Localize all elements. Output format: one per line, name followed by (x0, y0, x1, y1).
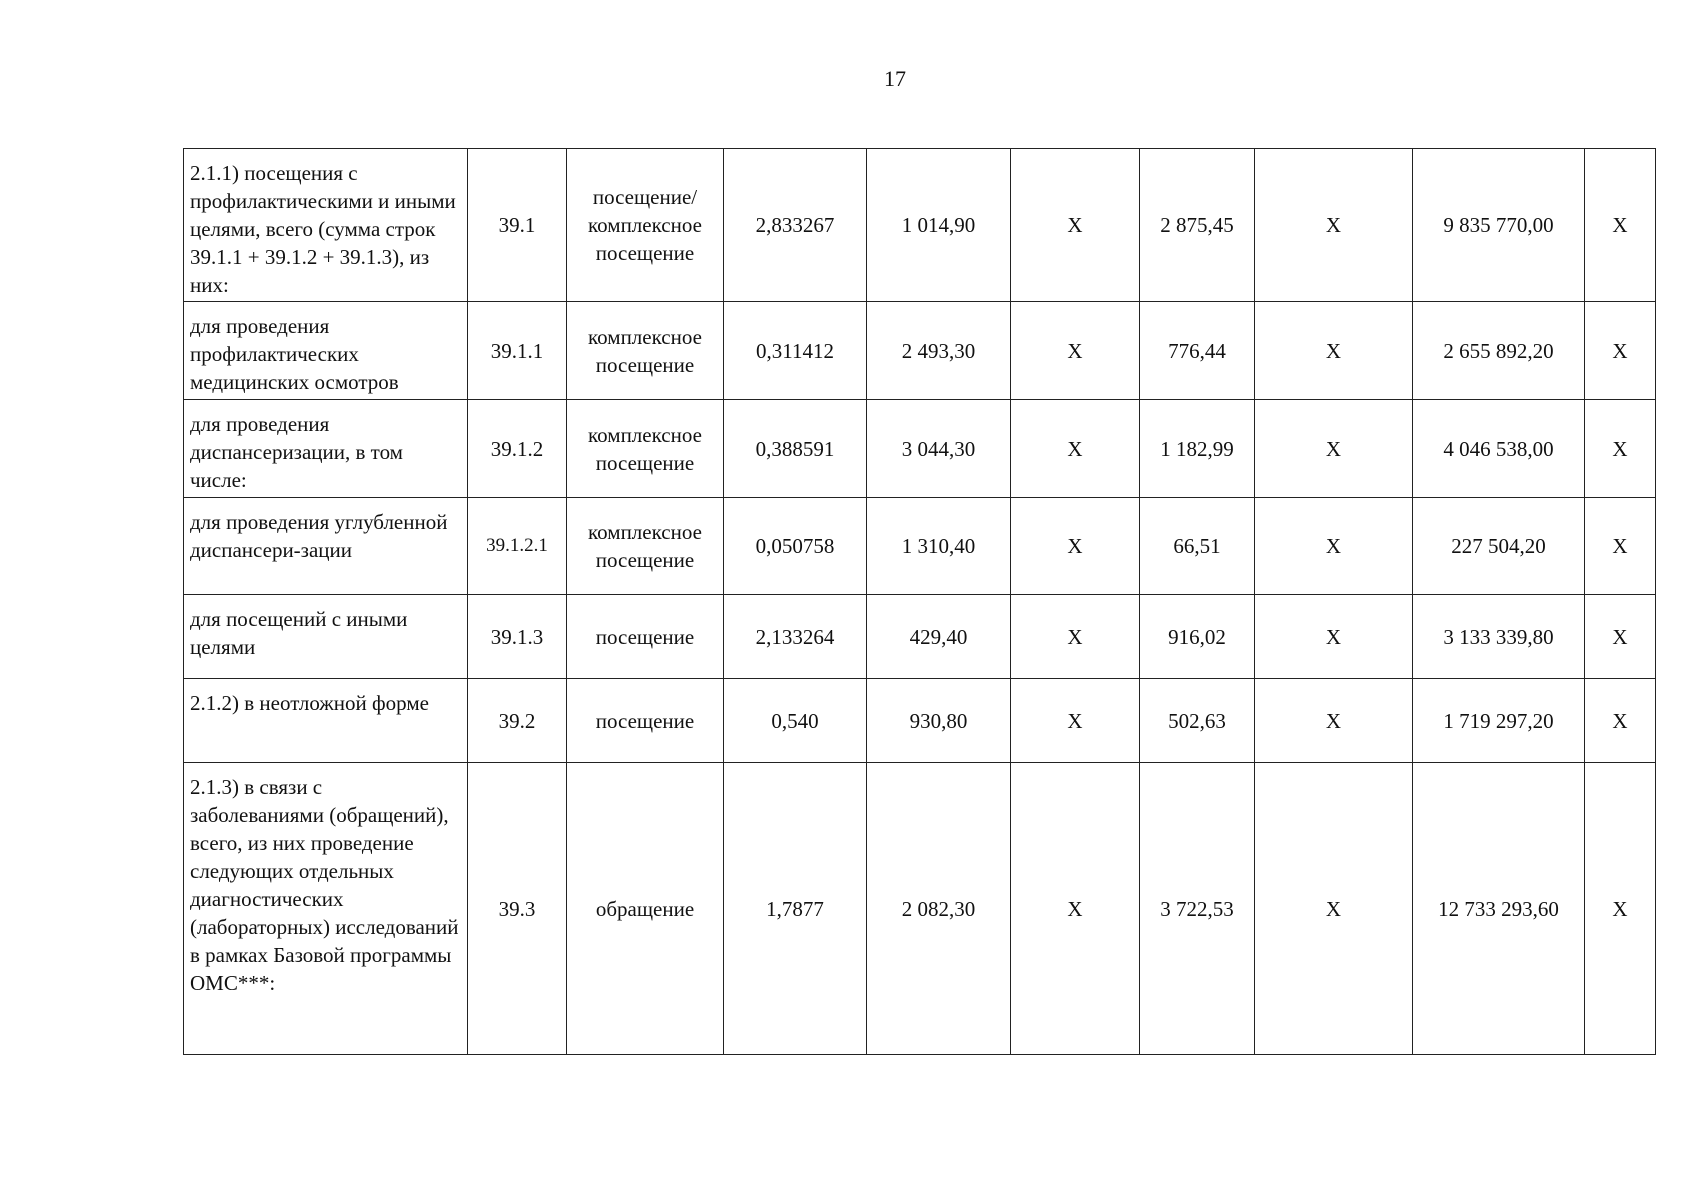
row-code-cell: 39.1.1 (468, 302, 567, 400)
x-cell: X (1255, 763, 1413, 1055)
norm-cell: 2,133264 (724, 595, 867, 679)
row-code-cell: 39.2 (468, 679, 567, 763)
norm-cell: 1,7877 (724, 763, 867, 1055)
x-cell: X (1585, 302, 1656, 400)
unit-cell: комплексное посещение (567, 400, 724, 498)
x-cell: X (1011, 400, 1140, 498)
x-cell: X (1585, 498, 1656, 595)
x-cell: X (1255, 498, 1413, 595)
x-cell: X (1585, 763, 1656, 1055)
per-capita-cell: 66,51 (1140, 498, 1255, 595)
cost-cell: 2 493,30 (867, 302, 1011, 400)
norm-cell: 0,540 (724, 679, 867, 763)
page-number: 17 (884, 66, 906, 91)
norm-cell: 0,388591 (724, 400, 867, 498)
x-cell: X (1011, 679, 1140, 763)
x-cell: X (1255, 302, 1413, 400)
total-cell: 12 733 293,60 (1413, 763, 1585, 1055)
x-cell: X (1255, 149, 1413, 302)
cost-cell: 429,40 (867, 595, 1011, 679)
cost-cell: 1 310,40 (867, 498, 1011, 595)
table-row (184, 763, 1656, 1055)
total-cell: 9 835 770,00 (1413, 149, 1585, 302)
total-cell: 227 504,20 (1413, 498, 1585, 595)
table-row (184, 302, 1656, 400)
per-capita-cell: 916,02 (1140, 595, 1255, 679)
norm-cell: 2,833267 (724, 149, 867, 302)
total-cell: 4 046 538,00 (1413, 400, 1585, 498)
unit-cell: обращение (567, 763, 724, 1055)
cost-cell: 1 014,90 (867, 149, 1011, 302)
cost-cell: 930,80 (867, 679, 1011, 763)
row-code-cell: 39.1.3 (468, 595, 567, 679)
unit-cell: посещение (567, 679, 724, 763)
unit-cell: комплексное посещение (567, 498, 724, 595)
per-capita-cell: 502,63 (1140, 679, 1255, 763)
table-row (184, 595, 1656, 679)
total-cell: 3 133 339,80 (1413, 595, 1585, 679)
x-cell: X (1011, 595, 1140, 679)
x-cell: X (1255, 400, 1413, 498)
row-code-cell: 39.1.2 (468, 400, 567, 498)
table-row (184, 149, 1656, 302)
x-cell: X (1585, 679, 1656, 763)
x-cell: X (1011, 498, 1140, 595)
x-cell: X (1011, 763, 1140, 1055)
x-cell: X (1585, 595, 1656, 679)
row-code-cell: 39.1 (468, 149, 567, 302)
x-cell: X (1011, 149, 1140, 302)
row-name-cell: для проведения профилактических медицинских осмотров (184, 302, 468, 400)
x-cell: X (1255, 595, 1413, 679)
per-capita-cell: 1 182,99 (1140, 400, 1255, 498)
row-name-cell: 2.1.3) в связи с заболеваниями (обращений), всего, из них проведение следующих отдельных диагностических (лабораторных) исследований в рамках Базовой программы ОМС***: (184, 763, 468, 1055)
norm-cell: 0,050758 (724, 498, 867, 595)
row-name-cell: для проведения диспансеризации, в том числе: (184, 400, 468, 498)
total-cell: 1 719 297,20 (1413, 679, 1585, 763)
table-row (184, 679, 1656, 763)
x-cell: X (1585, 400, 1656, 498)
row-code-cell: 39.3 (468, 763, 567, 1055)
row-name-cell: для посещений с иными целями (184, 595, 468, 679)
per-capita-cell: 3 722,53 (1140, 763, 1255, 1055)
x-cell: X (1255, 679, 1413, 763)
row-code-cell: 39.1.2.1 (468, 498, 567, 595)
cost-cell: 3 044,30 (867, 400, 1011, 498)
unit-cell: посещение (567, 595, 724, 679)
financing-table (183, 148, 1656, 1055)
unit-cell: посещение/ комплексное посещение (567, 149, 724, 302)
norm-cell: 0,311412 (724, 302, 867, 400)
per-capita-cell: 776,44 (1140, 302, 1255, 400)
x-cell: X (1011, 302, 1140, 400)
per-capita-cell: 2 875,45 (1140, 149, 1255, 302)
cost-cell: 2 082,30 (867, 763, 1011, 1055)
unit-cell: комплексное посещение (567, 302, 724, 400)
row-name-cell: 2.1.1) посещения с профилактическими и иными целями, всего (сумма строк 39.1.1 + 39.1.2 + 39.1.3), из них: (184, 149, 468, 302)
row-name-cell: для проведения углубленной диспансери-зации (184, 498, 468, 595)
total-cell: 2 655 892,20 (1413, 302, 1585, 400)
row-name-cell: 2.1.2) в неотложной форме (184, 679, 468, 763)
x-cell: X (1585, 149, 1656, 302)
table-row (184, 400, 1656, 498)
table-row (184, 498, 1656, 595)
